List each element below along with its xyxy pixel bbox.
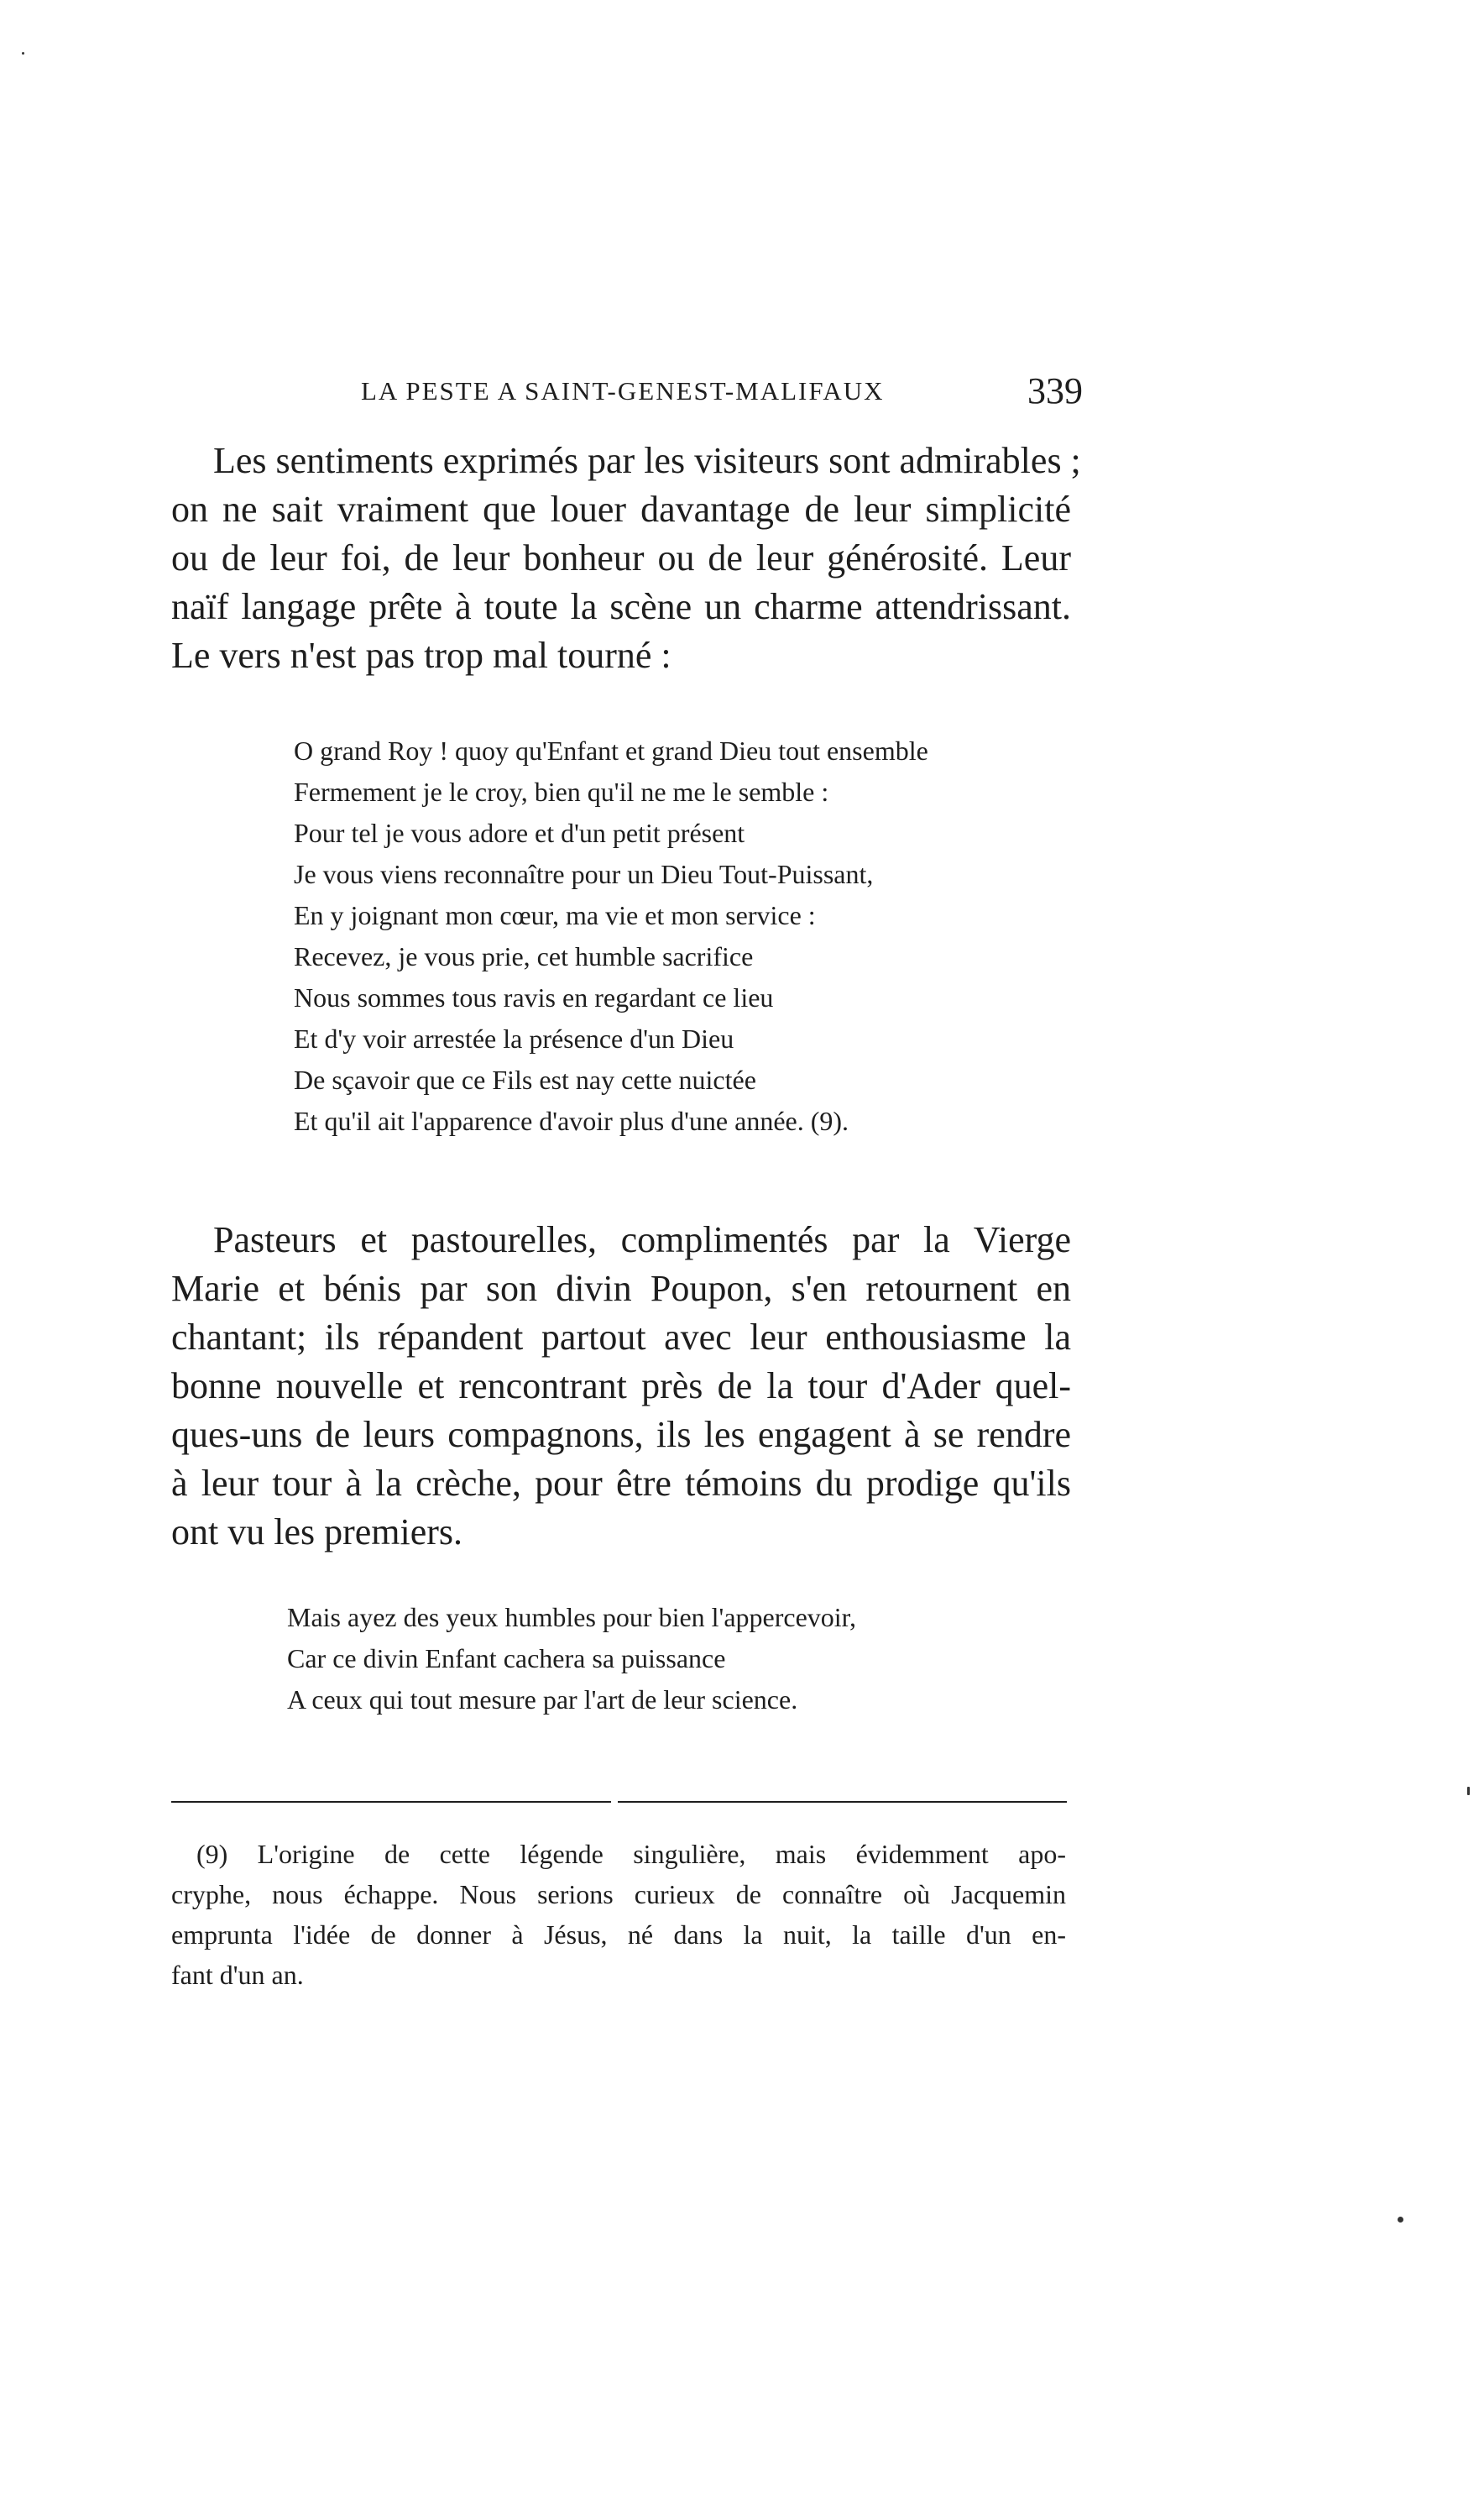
footnote-line: (9) L'origine de cette légende singulière, mais évidemment apo-	[196, 1839, 1066, 1869]
paragraph-line: Marie et bénis par son divin Poupon, s'en retournent en	[171, 1268, 1071, 1309]
verse-line: De sçavoir que ce Fils est nay cette nuictée	[294, 1065, 756, 1095]
verse-line: En y joignant mon cœur, ma vie et mon service :	[294, 900, 816, 930]
verse-line: Car ce divin Enfant cachera sa puissance	[287, 1643, 726, 1673]
footnote-line: fant d'un an.	[171, 1960, 304, 1990]
verse-line: A ceux qui tout mesure par l'art de leur science.	[287, 1684, 798, 1715]
footnote-line: emprunta l'idée de donner à Jésus, né dans la nuit, la taille d'un en-	[171, 1919, 1066, 1950]
verse-quotation-1	[294, 730, 1049, 1142]
paragraph-line: à leur tour à la crèche, pour être témoins du prodige qu'ils	[171, 1463, 1071, 1504]
footnote-line: cryphe, nous échappe. Nous serions curieux de connaître où Jacquemin	[171, 1879, 1066, 1909]
paragraph-line: ont vu les premiers.	[171, 1511, 463, 1552]
paragraph-line: on ne sait vraiment que louer davantage de leur simplicité	[171, 489, 1071, 530]
verse-line: Je vous viens reconnaître pour un Dieu Tout-Puissant,	[294, 859, 874, 889]
verse-line: Recevez, je vous prie, cet humble sacrifice	[294, 941, 754, 971]
paragraph-line: ou de leur foi, de leur bonheur ou de leur générosité. Leur	[171, 537, 1071, 579]
paragraph-line: chantant; ils répandent partout avec leur enthousiasme la	[171, 1317, 1071, 1358]
running-title: LA PESTE A SAINT-GENEST-MALIFAUX	[361, 376, 885, 406]
verse-line: Nous sommes tous ravis en regardant ce lieu	[294, 982, 774, 1013]
paragraph-line: Les sentiments exprimés par les visiteurs sont admirables ;	[213, 440, 1081, 481]
footnote-9	[171, 1834, 1066, 1995]
verse-line: Pour tel je vous adore et d'un petit présent	[294, 818, 745, 848]
paragraph-line: Le vers n'est pas trop mal tourné :	[171, 635, 671, 676]
ink-speck	[1398, 2217, 1403, 2223]
paragraph-2	[171, 1216, 1071, 1557]
paragraph-1	[171, 437, 1081, 680]
footnote-separator-rule	[171, 1801, 611, 1803]
footnote-separator-rule	[618, 1801, 1067, 1803]
paragraph-line: naïf langage prête à toute la scène un charme attendrissant.	[171, 586, 1071, 627]
running-head	[361, 369, 1083, 420]
paragraph-line: ques-uns de leurs compagnons, ils les engagent à se rendre	[171, 1414, 1071, 1455]
verse-line: Mais ayez des yeux humbles pour bien l'appercevoir,	[287, 1602, 857, 1632]
ink-speck	[1467, 1787, 1470, 1795]
verse-line: O grand Roy ! quoy qu'Enfant et grand Dieu tout ensemble	[294, 736, 928, 766]
paragraph-line: bonne nouvelle et rencontrant près de la tour d'Ader quel-	[171, 1365, 1071, 1406]
verse-quotation-2	[287, 1597, 1042, 1720]
paragraph-line: Pasteurs et pastourelles, complimentés par la Vierge	[213, 1219, 1071, 1260]
page-number: 339	[1027, 370, 1083, 411]
ink-speck	[22, 52, 24, 55]
verse-line: Et qu'il ait l'apparence d'avoir plus d'une année. (9).	[294, 1106, 849, 1136]
verse-line: Fermement je le croy, bien qu'il ne me le semble :	[294, 777, 829, 807]
verse-line: Et d'y voir arrestée la présence d'un Dieu	[294, 1024, 734, 1054]
